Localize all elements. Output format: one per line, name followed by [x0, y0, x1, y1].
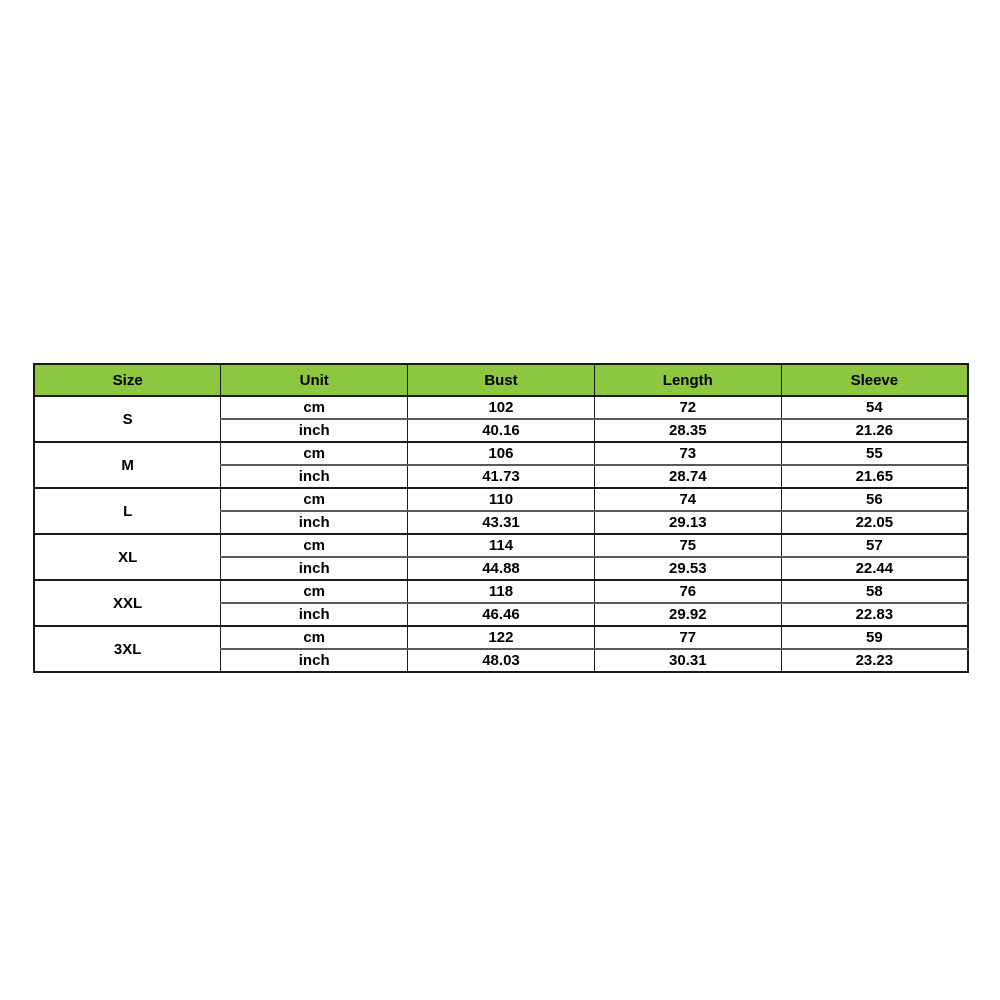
length-cell: 28.35	[594, 419, 781, 442]
size-cell-l: L	[34, 488, 221, 534]
unit-cell: inch	[221, 511, 408, 534]
length-cell: 29.53	[594, 557, 781, 580]
table-row-xxl-cm	[34, 580, 968, 603]
bust-cell: 41.73	[408, 465, 595, 488]
length-cell: 74	[594, 488, 781, 511]
unit-cell: cm	[221, 580, 408, 603]
table-row-m-cm	[34, 442, 968, 465]
sleeve-cell: 22.83	[781, 603, 968, 626]
sleeve-cell: 57	[781, 534, 968, 557]
sleeve-cell: 21.65	[781, 465, 968, 488]
size-cell-xxl: XXL	[34, 580, 221, 626]
length-cell: 30.31	[594, 649, 781, 672]
length-cell: 29.13	[594, 511, 781, 534]
unit-cell: cm	[221, 442, 408, 465]
sleeve-cell: 23.23	[781, 649, 968, 672]
size-cell-m: M	[34, 442, 221, 488]
table-row-l-cm	[34, 488, 968, 511]
length-cell: 77	[594, 626, 781, 649]
unit-cell: cm	[221, 396, 408, 419]
sleeve-cell: 56	[781, 488, 968, 511]
sleeve-cell: 22.44	[781, 557, 968, 580]
unit-cell: cm	[221, 534, 408, 557]
column-header-size: Size	[34, 364, 221, 396]
unit-cell: inch	[221, 465, 408, 488]
unit-cell: inch	[221, 649, 408, 672]
size-cell-xl: XL	[34, 534, 221, 580]
unit-cell: cm	[221, 626, 408, 649]
size-cell-3xl: 3XL	[34, 626, 221, 672]
column-header-length: Length	[594, 364, 781, 396]
sleeve-cell: 58	[781, 580, 968, 603]
unit-cell: cm	[221, 488, 408, 511]
sleeve-cell: 59	[781, 626, 968, 649]
bust-cell: 106	[408, 442, 595, 465]
header-row	[34, 364, 968, 396]
size-chart	[33, 363, 969, 673]
length-cell: 73	[594, 442, 781, 465]
sleeve-cell: 22.05	[781, 511, 968, 534]
bust-cell: 43.31	[408, 511, 595, 534]
table-row-xl-cm	[34, 534, 968, 557]
length-cell: 28.74	[594, 465, 781, 488]
bust-cell: 48.03	[408, 649, 595, 672]
bust-cell: 122	[408, 626, 595, 649]
bust-cell: 44.88	[408, 557, 595, 580]
unit-cell: inch	[221, 557, 408, 580]
column-header-sleeve: Sleeve	[781, 364, 968, 396]
length-cell: 76	[594, 580, 781, 603]
sleeve-cell: 54	[781, 396, 968, 419]
bust-cell: 46.46	[408, 603, 595, 626]
unit-cell: inch	[221, 419, 408, 442]
column-header-bust: Bust	[408, 364, 595, 396]
sleeve-cell: 55	[781, 442, 968, 465]
bust-cell: 102	[408, 396, 595, 419]
length-cell: 29.92	[594, 603, 781, 626]
table-row-3xl-cm	[34, 626, 968, 649]
sleeve-cell: 21.26	[781, 419, 968, 442]
table-row-s-cm	[34, 396, 968, 419]
unit-cell: inch	[221, 603, 408, 626]
size-cell-s: S	[34, 396, 221, 442]
bust-cell: 114	[408, 534, 595, 557]
column-header-unit: Unit	[221, 364, 408, 396]
length-cell: 72	[594, 396, 781, 419]
bust-cell: 40.16	[408, 419, 595, 442]
bust-cell: 118	[408, 580, 595, 603]
length-cell: 75	[594, 534, 781, 557]
size-chart-table	[33, 363, 969, 673]
bust-cell: 110	[408, 488, 595, 511]
